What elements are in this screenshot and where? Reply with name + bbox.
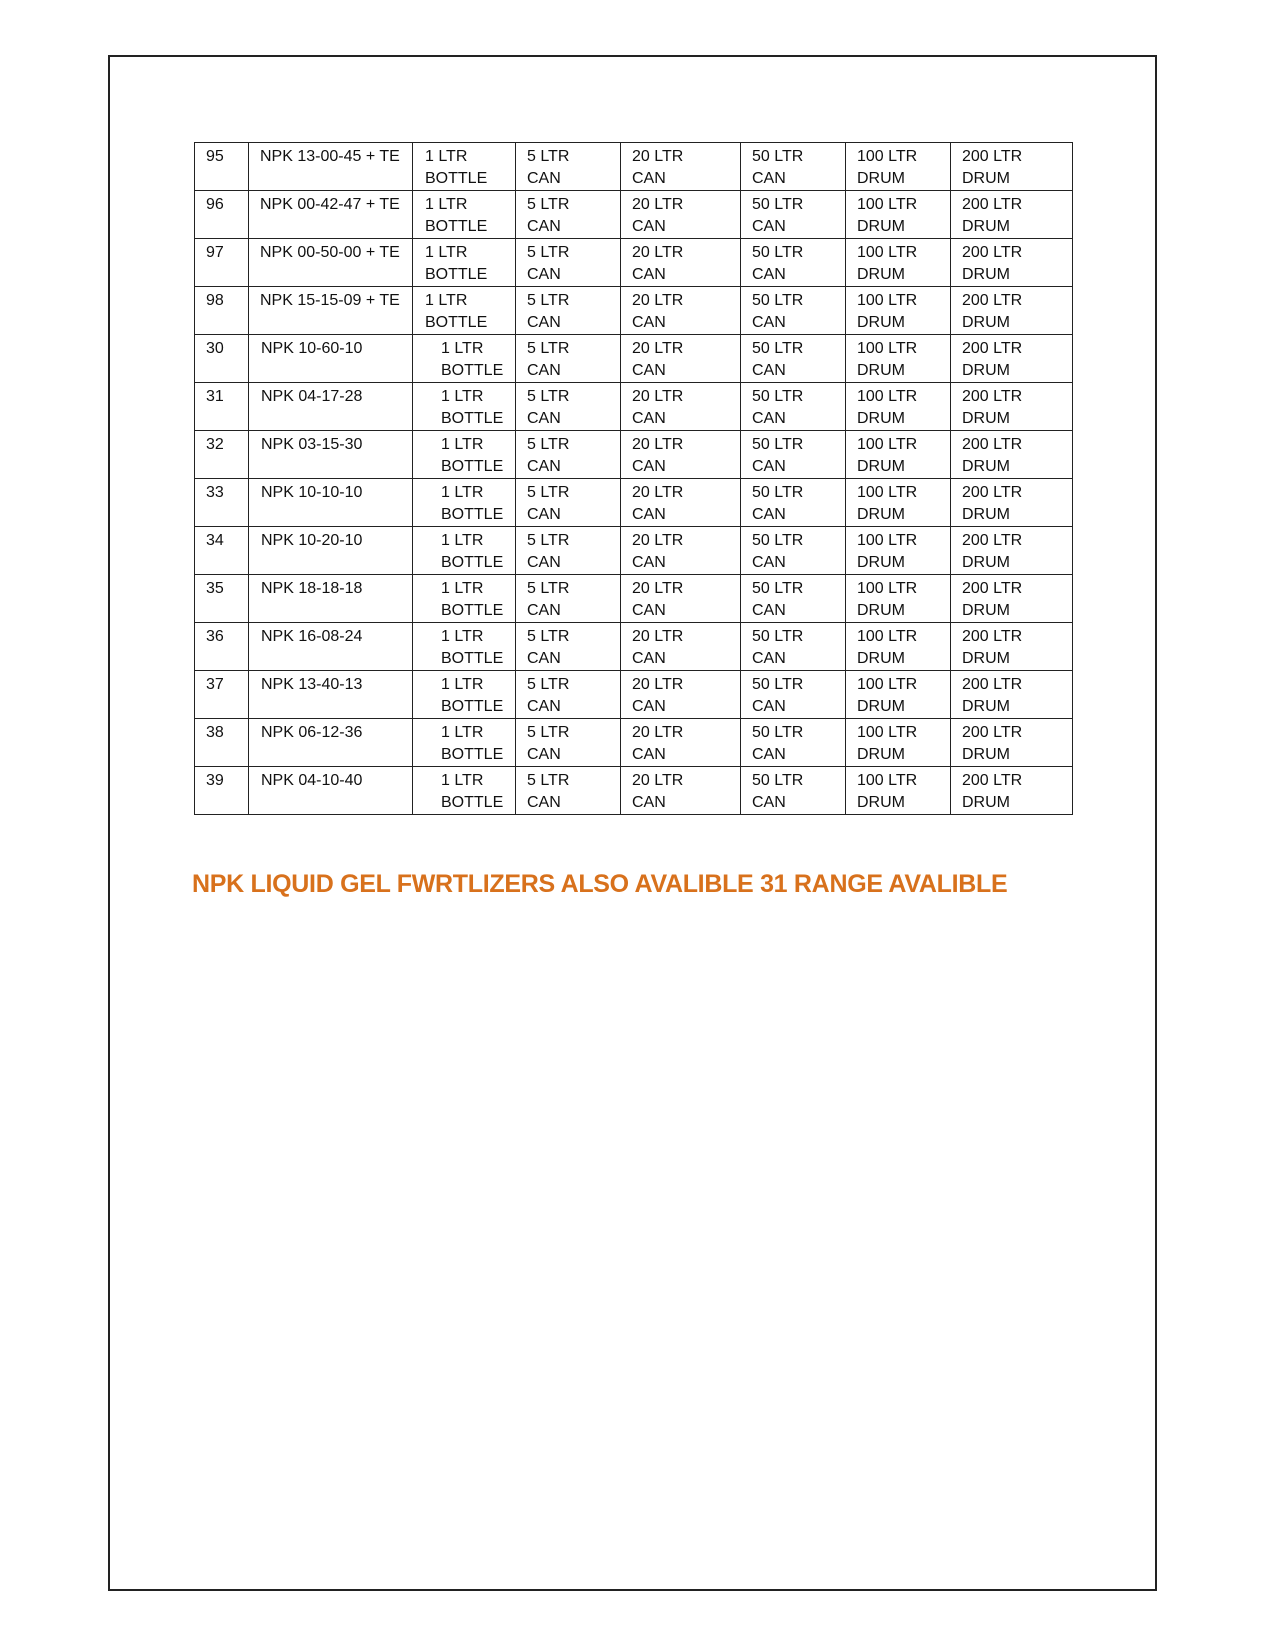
footer-note: NPK LIQUID GEL FWRTLIZERS ALSO AVALIBLE 31 RANGE AVALIBLE (192, 870, 1008, 898)
cell-20ltr-can-line: CAN (632, 410, 666, 427)
cell-5ltr-can (516, 767, 621, 815)
table-row (195, 575, 1073, 623)
table-row (195, 623, 1073, 671)
cell-5ltr-can-line: CAN (527, 362, 561, 379)
cell-50ltr-can-line: CAN (752, 506, 786, 523)
cell-50ltr-can (741, 239, 846, 287)
cell-200ltr-drum-line: DRUM (962, 794, 1010, 811)
cell-20ltr-can (621, 239, 741, 287)
cell-200ltr-drum-line: 200 LTR (962, 580, 1023, 597)
cell-20ltr-can-line: CAN (632, 506, 666, 523)
cell-5ltr-can (516, 479, 621, 527)
cell-20ltr-can-line: 20 LTR (632, 484, 684, 501)
cell-100ltr-drum-line: 100 LTR (857, 580, 918, 597)
cell-200ltr-drum-line: 200 LTR (962, 148, 1023, 165)
cell-1ltr-bottle-line: 1 LTR (425, 148, 468, 165)
cell-200ltr-drum-line: 200 LTR (962, 388, 1023, 405)
cell-product-name: NPK 13-00-45 + TE (249, 143, 413, 191)
cell-5ltr-can-line: 5 LTR (527, 196, 570, 213)
cell-50ltr-can (741, 527, 846, 575)
cell-100ltr-drum (846, 383, 951, 431)
cell-1ltr-bottle (413, 527, 516, 575)
cell-5ltr-can-line: 5 LTR (527, 628, 570, 645)
cell-product-name: NPK 00-42-47 + TE (249, 191, 413, 239)
cell-1ltr-bottle (413, 767, 516, 815)
cell-50ltr-can-line: CAN (752, 314, 786, 331)
cell-100ltr-drum-line: 100 LTR (857, 532, 918, 549)
cell-5ltr-can (516, 191, 621, 239)
cell-5ltr-can (516, 719, 621, 767)
cell-200ltr-drum (951, 143, 1073, 191)
cell-1ltr-bottle (413, 671, 516, 719)
cell-20ltr-can-line: CAN (632, 218, 666, 235)
cell-20ltr-can-line: CAN (632, 746, 666, 763)
cell-5ltr-can (516, 335, 621, 383)
cell-5ltr-can-line: 5 LTR (527, 772, 570, 789)
cell-number: 97 (195, 239, 249, 287)
cell-100ltr-drum-line: DRUM (857, 506, 905, 523)
cell-50ltr-can (741, 479, 846, 527)
cell-20ltr-can-line: CAN (632, 698, 666, 715)
cell-200ltr-drum-line: DRUM (962, 362, 1010, 379)
cell-50ltr-can (741, 623, 846, 671)
cell-100ltr-drum (846, 431, 951, 479)
table-row (195, 479, 1073, 527)
table-row (195, 767, 1073, 815)
cell-20ltr-can-line: 20 LTR (632, 244, 684, 261)
cell-1ltr-bottle-line: BOTTLE (441, 506, 504, 523)
cell-1ltr-bottle-line: BOTTLE (441, 650, 504, 667)
cell-100ltr-drum (846, 575, 951, 623)
cell-200ltr-drum-line: DRUM (962, 602, 1010, 619)
table-row (195, 383, 1073, 431)
table-row (195, 287, 1073, 335)
cell-200ltr-drum-line: DRUM (962, 698, 1010, 715)
cell-200ltr-drum (951, 527, 1073, 575)
cell-number: 31 (195, 383, 249, 431)
cell-200ltr-drum-line: 200 LTR (962, 532, 1023, 549)
cell-100ltr-drum (846, 143, 951, 191)
cell-1ltr-bottle-line: BOTTLE (441, 746, 504, 763)
cell-200ltr-drum-line: 200 LTR (962, 628, 1023, 645)
cell-product-name: NPK 13-40-13 (249, 671, 413, 719)
cell-100ltr-drum (846, 239, 951, 287)
cell-product-name: NPK 15-15-09 + TE (249, 287, 413, 335)
cell-100ltr-drum-line: DRUM (857, 410, 905, 427)
cell-5ltr-can-line: 5 LTR (527, 148, 570, 165)
cell-1ltr-bottle (413, 431, 516, 479)
cell-50ltr-can-line: 50 LTR (752, 628, 804, 645)
cell-50ltr-can (741, 143, 846, 191)
cell-100ltr-drum (846, 335, 951, 383)
cell-number: 95 (195, 143, 249, 191)
cell-200ltr-drum (951, 767, 1073, 815)
cell-100ltr-drum (846, 287, 951, 335)
cell-5ltr-can (516, 575, 621, 623)
cell-50ltr-can-line: CAN (752, 170, 786, 187)
cell-20ltr-can (621, 431, 741, 479)
cell-1ltr-bottle-line: 1 LTR (441, 388, 484, 405)
cell-100ltr-drum-line: 100 LTR (857, 292, 918, 309)
cell-5ltr-can-line: CAN (527, 410, 561, 427)
cell-100ltr-drum-line: DRUM (857, 362, 905, 379)
cell-1ltr-bottle (413, 479, 516, 527)
cell-20ltr-can-line: 20 LTR (632, 532, 684, 549)
cell-5ltr-can-line: 5 LTR (527, 244, 570, 261)
cell-20ltr-can-line: 20 LTR (632, 628, 684, 645)
cell-20ltr-can-line: 20 LTR (632, 340, 684, 357)
table-row (195, 431, 1073, 479)
cell-50ltr-can (741, 719, 846, 767)
cell-100ltr-drum (846, 527, 951, 575)
cell-200ltr-drum (951, 335, 1073, 383)
cell-number: 30 (195, 335, 249, 383)
cell-1ltr-bottle (413, 383, 516, 431)
cell-200ltr-drum (951, 671, 1073, 719)
cell-20ltr-can (621, 719, 741, 767)
cell-200ltr-drum-line: DRUM (962, 506, 1010, 523)
cell-100ltr-drum (846, 767, 951, 815)
cell-50ltr-can-line: CAN (752, 458, 786, 475)
cell-5ltr-can-line: 5 LTR (527, 724, 570, 741)
cell-100ltr-drum-line: DRUM (857, 458, 905, 475)
cell-50ltr-can-line: 50 LTR (752, 484, 804, 501)
cell-product-name: NPK 04-10-40 (249, 767, 413, 815)
cell-100ltr-drum-line: DRUM (857, 314, 905, 331)
cell-200ltr-drum-line: DRUM (962, 410, 1010, 427)
cell-1ltr-bottle-line: 1 LTR (425, 244, 468, 261)
cell-200ltr-drum-line: DRUM (962, 554, 1010, 571)
cell-1ltr-bottle-line: BOTTLE (441, 698, 504, 715)
cell-100ltr-drum-line: DRUM (857, 746, 905, 763)
cell-50ltr-can (741, 335, 846, 383)
table-row (195, 143, 1073, 191)
cell-1ltr-bottle-line: BOTTLE (425, 170, 488, 187)
cell-50ltr-can-line: 50 LTR (752, 772, 804, 789)
cell-200ltr-drum (951, 287, 1073, 335)
cell-100ltr-drum-line: DRUM (857, 554, 905, 571)
cell-100ltr-drum-line: 100 LTR (857, 196, 918, 213)
cell-1ltr-bottle-line: BOTTLE (441, 362, 504, 379)
cell-5ltr-can-line: CAN (527, 650, 561, 667)
cell-50ltr-can-line: 50 LTR (752, 532, 804, 549)
cell-50ltr-can-line: 50 LTR (752, 676, 804, 693)
cell-number: 34 (195, 527, 249, 575)
cell-100ltr-drum-line: 100 LTR (857, 724, 918, 741)
cell-5ltr-can (516, 239, 621, 287)
cell-1ltr-bottle-line: 1 LTR (441, 724, 484, 741)
cell-100ltr-drum-line: DRUM (857, 698, 905, 715)
cell-50ltr-can (741, 191, 846, 239)
cell-200ltr-drum-line: DRUM (962, 266, 1010, 283)
cell-20ltr-can-line: CAN (632, 794, 666, 811)
cell-product-name: NPK 16-08-24 (249, 623, 413, 671)
cell-20ltr-can-line: CAN (632, 266, 666, 283)
cell-50ltr-can-line: CAN (752, 650, 786, 667)
cell-50ltr-can-line: CAN (752, 698, 786, 715)
cell-5ltr-can-line: CAN (527, 554, 561, 571)
cell-5ltr-can-line: CAN (527, 794, 561, 811)
cell-5ltr-can (516, 287, 621, 335)
cell-20ltr-can (621, 383, 741, 431)
cell-200ltr-drum-line: DRUM (962, 314, 1010, 331)
cell-number: 33 (195, 479, 249, 527)
cell-5ltr-can-line: CAN (527, 698, 561, 715)
cell-5ltr-can-line: 5 LTR (527, 532, 570, 549)
cell-number: 36 (195, 623, 249, 671)
cell-5ltr-can-line: CAN (527, 506, 561, 523)
cell-5ltr-can-line: 5 LTR (527, 388, 570, 405)
cell-20ltr-can-line: 20 LTR (632, 148, 684, 165)
cell-100ltr-drum-line: 100 LTR (857, 148, 918, 165)
cell-50ltr-can-line: 50 LTR (752, 244, 804, 261)
cell-100ltr-drum-line: 100 LTR (857, 772, 918, 789)
cell-5ltr-can (516, 527, 621, 575)
cell-20ltr-can (621, 191, 741, 239)
cell-200ltr-drum-line: 200 LTR (962, 484, 1023, 501)
cell-20ltr-can (621, 287, 741, 335)
cell-100ltr-drum (846, 479, 951, 527)
cell-200ltr-drum-line: 200 LTR (962, 196, 1023, 213)
cell-50ltr-can-line: CAN (752, 362, 786, 379)
cell-5ltr-can-line: CAN (527, 170, 561, 187)
table-row (195, 719, 1073, 767)
cell-number: 37 (195, 671, 249, 719)
cell-product-name: NPK 04-17-28 (249, 383, 413, 431)
cell-100ltr-drum-line: DRUM (857, 602, 905, 619)
cell-100ltr-drum (846, 671, 951, 719)
table-body (195, 143, 1073, 815)
cell-200ltr-drum (951, 575, 1073, 623)
cell-20ltr-can-line: CAN (632, 554, 666, 571)
cell-5ltr-can-line: 5 LTR (527, 340, 570, 357)
cell-5ltr-can (516, 623, 621, 671)
cell-1ltr-bottle-line: 1 LTR (441, 436, 484, 453)
cell-200ltr-drum (951, 479, 1073, 527)
cell-100ltr-drum (846, 623, 951, 671)
cell-100ltr-drum (846, 191, 951, 239)
products-table (194, 142, 1073, 815)
cell-1ltr-bottle-line: BOTTLE (441, 410, 504, 427)
cell-20ltr-can (621, 143, 741, 191)
cell-product-name: NPK 10-10-10 (249, 479, 413, 527)
cell-200ltr-drum (951, 719, 1073, 767)
cell-200ltr-drum-line: 200 LTR (962, 292, 1023, 309)
cell-number: 38 (195, 719, 249, 767)
cell-1ltr-bottle-line: BOTTLE (425, 266, 488, 283)
cell-1ltr-bottle-line: BOTTLE (425, 218, 488, 235)
cell-1ltr-bottle-line: BOTTLE (425, 314, 488, 331)
table-row (195, 527, 1073, 575)
cell-1ltr-bottle-line: 1 LTR (441, 628, 484, 645)
cell-20ltr-can-line: 20 LTR (632, 196, 684, 213)
cell-200ltr-drum-line: DRUM (962, 650, 1010, 667)
cell-100ltr-drum-line: 100 LTR (857, 676, 918, 693)
cell-100ltr-drum-line: DRUM (857, 218, 905, 235)
cell-1ltr-bottle-line: BOTTLE (441, 794, 504, 811)
cell-200ltr-drum-line: 200 LTR (962, 244, 1023, 261)
cell-5ltr-can-line: 5 LTR (527, 292, 570, 309)
cell-50ltr-can-line: 50 LTR (752, 196, 804, 213)
cell-5ltr-can-line: CAN (527, 458, 561, 475)
cell-number: 39 (195, 767, 249, 815)
cell-20ltr-can (621, 575, 741, 623)
cell-5ltr-can (516, 383, 621, 431)
cell-50ltr-can-line: CAN (752, 746, 786, 763)
cell-200ltr-drum-line: DRUM (962, 218, 1010, 235)
cell-1ltr-bottle (413, 575, 516, 623)
cell-20ltr-can-line: CAN (632, 458, 666, 475)
cell-100ltr-drum-line: 100 LTR (857, 340, 918, 357)
cell-20ltr-can-line: 20 LTR (632, 436, 684, 453)
cell-50ltr-can (741, 767, 846, 815)
cell-20ltr-can (621, 623, 741, 671)
table-row (195, 239, 1073, 287)
cell-5ltr-can (516, 143, 621, 191)
cell-50ltr-can-line: CAN (752, 218, 786, 235)
cell-20ltr-can-line: CAN (632, 170, 666, 187)
cell-20ltr-can-line: CAN (632, 650, 666, 667)
cell-50ltr-can-line: CAN (752, 554, 786, 571)
cell-50ltr-can-line: 50 LTR (752, 292, 804, 309)
cell-100ltr-drum-line: 100 LTR (857, 244, 918, 261)
cell-200ltr-drum-line: DRUM (962, 170, 1010, 187)
cell-1ltr-bottle-line: 1 LTR (425, 196, 468, 213)
cell-50ltr-can-line: 50 LTR (752, 436, 804, 453)
cell-200ltr-drum-line: 200 LTR (962, 724, 1023, 741)
cell-1ltr-bottle-line: 1 LTR (441, 340, 484, 357)
cell-200ltr-drum-line: DRUM (962, 746, 1010, 763)
cell-5ltr-can-line: 5 LTR (527, 676, 570, 693)
cell-5ltr-can (516, 431, 621, 479)
cell-5ltr-can-line: CAN (527, 602, 561, 619)
table-row (195, 191, 1073, 239)
cell-5ltr-can-line: CAN (527, 314, 561, 331)
cell-50ltr-can (741, 671, 846, 719)
cell-100ltr-drum-line: DRUM (857, 794, 905, 811)
cell-1ltr-bottle-line: 1 LTR (441, 772, 484, 789)
cell-200ltr-drum (951, 623, 1073, 671)
cell-50ltr-can (741, 431, 846, 479)
cell-100ltr-drum-line: 100 LTR (857, 388, 918, 405)
cell-200ltr-drum-line: 200 LTR (962, 340, 1023, 357)
cell-5ltr-can (516, 671, 621, 719)
cell-product-name: NPK 00-50-00 + TE (249, 239, 413, 287)
cell-1ltr-bottle (413, 335, 516, 383)
cell-20ltr-can (621, 335, 741, 383)
cell-1ltr-bottle-line: BOTTLE (441, 458, 504, 475)
cell-20ltr-can-line: 20 LTR (632, 580, 684, 597)
cell-number: 98 (195, 287, 249, 335)
cell-20ltr-can-line: 20 LTR (632, 388, 684, 405)
cell-1ltr-bottle-line: BOTTLE (441, 554, 504, 571)
cell-5ltr-can-line: CAN (527, 266, 561, 283)
cell-100ltr-drum-line: 100 LTR (857, 484, 918, 501)
cell-50ltr-can-line: 50 LTR (752, 724, 804, 741)
cell-100ltr-drum-line: DRUM (857, 650, 905, 667)
cell-1ltr-bottle (413, 719, 516, 767)
cell-200ltr-drum (951, 239, 1073, 287)
cell-200ltr-drum (951, 383, 1073, 431)
cell-50ltr-can-line: 50 LTR (752, 148, 804, 165)
cell-200ltr-drum-line: 200 LTR (962, 772, 1023, 789)
cell-200ltr-drum (951, 431, 1073, 479)
cell-number: 96 (195, 191, 249, 239)
table-row (195, 335, 1073, 383)
cell-20ltr-can-line: 20 LTR (632, 292, 684, 309)
cell-1ltr-bottle-line: 1 LTR (441, 532, 484, 549)
cell-1ltr-bottle-line: 1 LTR (441, 676, 484, 693)
cell-20ltr-can (621, 479, 741, 527)
cell-100ltr-drum-line: DRUM (857, 170, 905, 187)
cell-20ltr-can (621, 767, 741, 815)
cell-5ltr-can-line: 5 LTR (527, 436, 570, 453)
cell-100ltr-drum-line: DRUM (857, 266, 905, 283)
cell-50ltr-can-line: CAN (752, 410, 786, 427)
cell-100ltr-drum-line: 100 LTR (857, 436, 918, 453)
cell-1ltr-bottle-line: 1 LTR (441, 484, 484, 501)
table-row (195, 671, 1073, 719)
cell-50ltr-can (741, 287, 846, 335)
cell-50ltr-can-line: CAN (752, 794, 786, 811)
cell-20ltr-can-line: CAN (632, 602, 666, 619)
cell-100ltr-drum-line: 100 LTR (857, 628, 918, 645)
cell-product-name: NPK 10-60-10 (249, 335, 413, 383)
cell-1ltr-bottle-line: 1 LTR (441, 580, 484, 597)
cell-50ltr-can-line: CAN (752, 602, 786, 619)
cell-200ltr-drum-line: 200 LTR (962, 436, 1023, 453)
cell-50ltr-can-line: CAN (752, 266, 786, 283)
cell-200ltr-drum (951, 191, 1073, 239)
cell-1ltr-bottle-line: BOTTLE (441, 602, 504, 619)
cell-product-name: NPK 18-18-18 (249, 575, 413, 623)
cell-1ltr-bottle (413, 623, 516, 671)
cell-1ltr-bottle (413, 287, 516, 335)
cell-100ltr-drum (846, 719, 951, 767)
cell-20ltr-can-line: 20 LTR (632, 724, 684, 741)
cell-50ltr-can-line: 50 LTR (752, 580, 804, 597)
cell-5ltr-can-line: CAN (527, 746, 561, 763)
cell-1ltr-bottle (413, 191, 516, 239)
cell-20ltr-can-line: CAN (632, 314, 666, 331)
cell-number: 35 (195, 575, 249, 623)
cell-50ltr-can-line: 50 LTR (752, 388, 804, 405)
cell-20ltr-can (621, 671, 741, 719)
cell-20ltr-can (621, 527, 741, 575)
cell-product-name: NPK 10-20-10 (249, 527, 413, 575)
cell-200ltr-drum-line: 200 LTR (962, 676, 1023, 693)
cell-1ltr-bottle-line: 1 LTR (425, 292, 468, 309)
cell-20ltr-can-line: CAN (632, 362, 666, 379)
cell-product-name: NPK 06-12-36 (249, 719, 413, 767)
cell-1ltr-bottle (413, 239, 516, 287)
cell-20ltr-can-line: 20 LTR (632, 676, 684, 693)
cell-5ltr-can-line: CAN (527, 218, 561, 235)
cell-50ltr-can (741, 383, 846, 431)
cell-number: 32 (195, 431, 249, 479)
cell-1ltr-bottle (413, 143, 516, 191)
cell-5ltr-can-line: 5 LTR (527, 580, 570, 597)
cell-20ltr-can-line: 20 LTR (632, 772, 684, 789)
cell-5ltr-can-line: 5 LTR (527, 484, 570, 501)
cell-50ltr-can-line: 50 LTR (752, 340, 804, 357)
cell-200ltr-drum-line: DRUM (962, 458, 1010, 475)
cell-50ltr-can (741, 575, 846, 623)
cell-product-name: NPK 03-15-30 (249, 431, 413, 479)
